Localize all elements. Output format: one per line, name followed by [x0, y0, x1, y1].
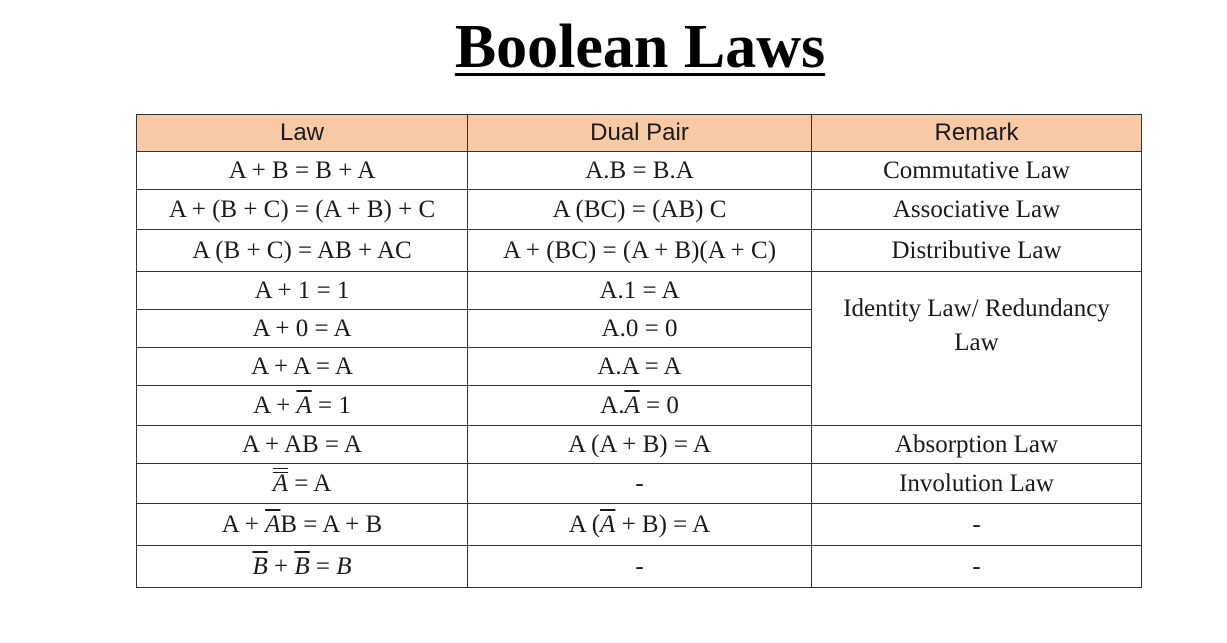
law-complement: $\overline{B}$ [252, 552, 268, 580]
law-text: = A [288, 469, 332, 497]
table-row [137, 464, 1142, 504]
law-cell: A (B + C) = AB + AC [137, 230, 468, 272]
law-text: B = A + B [280, 510, 383, 538]
dual-cell: A (BC) = (AB) C [468, 190, 812, 230]
dual-text: = 0 [639, 391, 679, 419]
remark-cell: Associative Law [812, 190, 1142, 230]
table-row [137, 230, 1142, 272]
remark-cell: Involution Law [812, 464, 1142, 504]
law-cell: A + A = A [137, 348, 468, 386]
law-cell [137, 504, 468, 546]
boolean-laws-table [136, 114, 1142, 588]
dual-cell: A.A = A [468, 348, 812, 386]
law-complement: $\overline{A}$ [265, 510, 281, 538]
header-law: Law [137, 115, 468, 152]
law-cell: A + 0 = A [137, 310, 468, 348]
dual-cell: - [468, 546, 812, 588]
law-cell [137, 386, 468, 426]
law-cell: A + B = B + A [137, 152, 468, 190]
law-complement: $\overline{B}$ [294, 552, 310, 580]
remark-cell: - [812, 546, 1142, 588]
dual-complement: $\overline{A}$ [600, 510, 616, 538]
dual-complement: $\overline{A}$ [624, 391, 640, 419]
law-text: A + [221, 510, 266, 538]
law-text: = [309, 552, 337, 580]
page-title: Boolean Laws [454, 13, 826, 81]
dual-cell: A.0 = 0 [468, 310, 812, 348]
table-row [137, 190, 1142, 230]
dual-text: + B) = A [615, 510, 711, 538]
dual-text: A. [600, 391, 625, 419]
dual-cell: A.B = B.A [468, 152, 812, 190]
law-text: B [336, 552, 352, 580]
table-header-row [137, 115, 1142, 152]
remark-identity-text: Identity Law/ Redundancy Law [843, 295, 1110, 356]
dual-cell: A + (BC) = (A + B)(A + C) [468, 230, 812, 272]
dual-cell [468, 386, 812, 426]
law-cell: A + AB = A [137, 426, 468, 464]
dual-cell: A (A + B) = A [468, 426, 812, 464]
remark-cell: Absorption Law [812, 426, 1142, 464]
dual-cell [468, 504, 812, 546]
dual-cell: - [468, 464, 812, 504]
remark-cell-identity [812, 272, 1142, 426]
header-dual-pair: Dual Pair [468, 115, 812, 152]
law-double-complement: A [272, 469, 288, 497]
dual-text: A ( [568, 510, 601, 538]
remark-cell: - [812, 504, 1142, 546]
table-row [137, 546, 1142, 588]
law-cell: A + 1 = 1 [137, 272, 468, 310]
table-row [137, 504, 1142, 546]
table-row [137, 272, 1142, 310]
law-complement: $\overline{A}$ [296, 391, 312, 419]
header-remark: Remark [812, 115, 1142, 152]
dual-cell: A.1 = A [468, 272, 812, 310]
remark-cell: Commutative Law [812, 152, 1142, 190]
table-row [137, 426, 1142, 464]
table-row [137, 152, 1142, 190]
law-text: + [267, 552, 295, 580]
remark-cell: Distributive Law [812, 230, 1142, 272]
law-cell [137, 464, 468, 504]
law-cell: A + (B + C) = (A + B) + C [137, 190, 468, 230]
law-text: = 1 [311, 391, 351, 419]
law-cell [137, 546, 468, 588]
law-text: A + [253, 391, 297, 419]
